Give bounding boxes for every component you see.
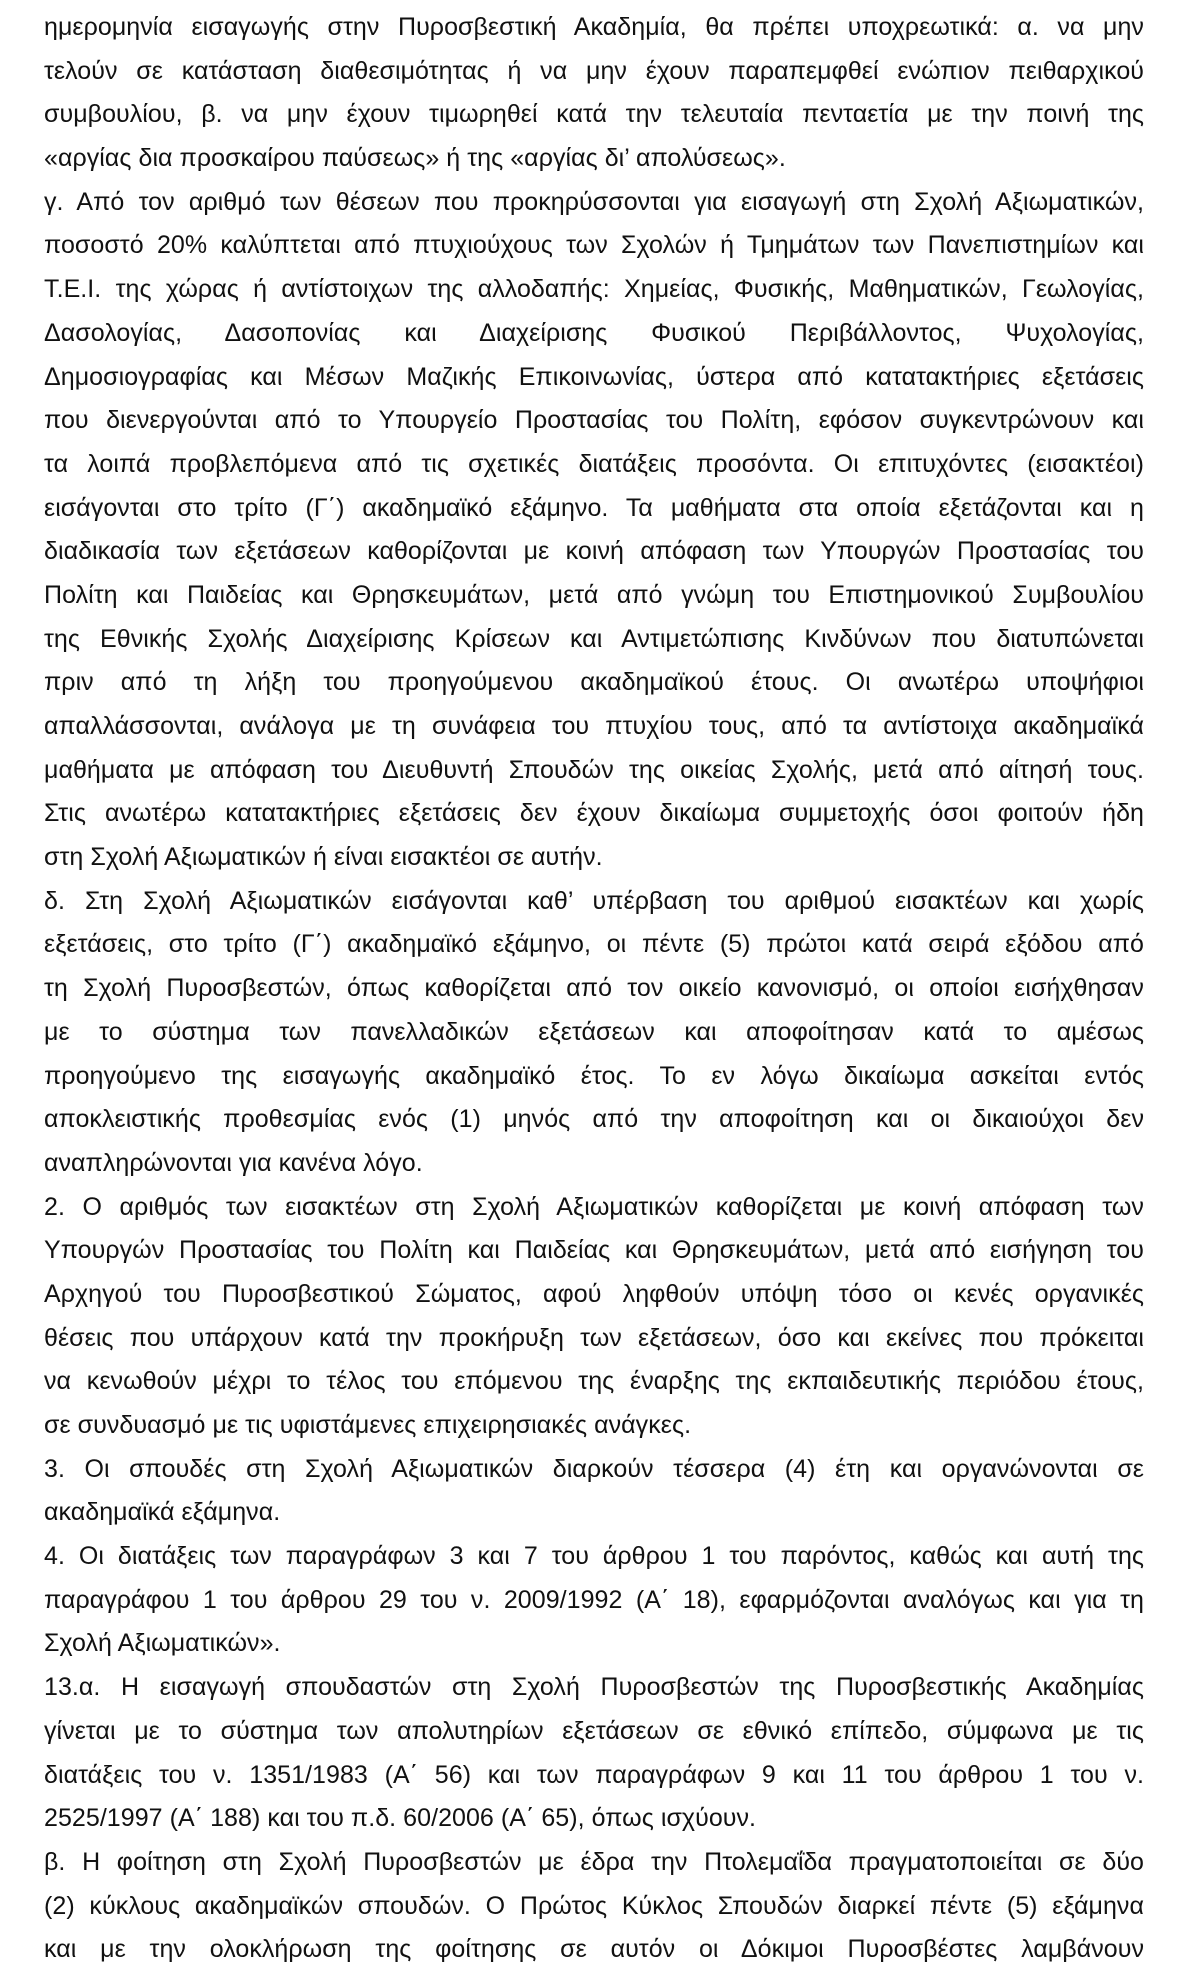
text-line: τη Σχολή Πυροσβεστών, όπως καθορίζεται από τον οικείο κανονισμό, οι οποίοι εισήχθησαν	[44, 974, 1144, 1003]
text-line: πριν από τη λήξη του προηγούμενου ακαδημαϊκού έτους. Οι ανωτέρω υποψήφιοι	[44, 668, 1144, 697]
text-line: Δασολογίας, Δασοπονίας και Διαχείρισης Φυσικού Περιβάλλοντος, Ψυχολογίας,	[44, 318, 1144, 347]
text-line: 2. Ο αριθμός των εισακτέων στη Σχολή Αξιωματικών καθορίζεται με κοινή απόφαση των	[44, 1192, 1144, 1221]
text-line: συμβουλίου, β. να μην έχουν τιμωρηθεί κατά την τελευταία πενταετία με την ποινή της	[44, 100, 1144, 129]
text-line: παραγράφου 1 του άρθρου 29 του ν. 2009/1992 (Α΄ 18), εφαρμόζονται αναλόγως και για τη	[44, 1585, 1144, 1614]
text-line: Σχολή Αξιωματικών».	[44, 1629, 281, 1658]
text-line: Υπουργών Προστασίας του Πολίτη και Παιδείας και Θρησκευμάτων, μετά από εισήγηση του	[44, 1236, 1144, 1265]
text-line: ημερομηνία εισαγωγής στην Πυροσβεστική Ακαδημία, θα πρέπει υποχρεωτικά: α. να μην	[44, 13, 1144, 41]
text-line: β. Η φοίτηση στη Σχολή Πυροσβεστών με έδρα την Πτολεμαΐδα πραγματοποιείται σε δύο	[44, 1847, 1144, 1876]
text-line: προηγούμενο της εισαγωγής ακαδημαϊκό έτος. Το εν λόγω δικαίωμα ασκείται εντός	[44, 1061, 1144, 1090]
text-line: ποσοστό 20% καλύπτεται από πτυχιούχους των Σχολών ή Τμημάτων των Πανεπιστημίων και	[44, 231, 1144, 260]
text-line: Δημοσιογραφίας και Μέσων Μαζικής Επικοινωνίας, ύστερα από κατατακτήριες εξετάσεις	[44, 362, 1144, 391]
text-line: τα λοιπά προβλεπόμενα από τις σχετικές διατάξεις προσόντα. Οι επιτυχόντες (εισακτέοι)	[44, 449, 1144, 478]
text-line: σε συνδυασμό με τις υφιστάμενες επιχειρησιακές ανάγκες.	[44, 1411, 692, 1439]
text-line: «αργίας δια προσκαίρου παύσεως» ή της «αργίας δι’ απολύσεως».	[44, 144, 786, 173]
text-line: να κενωθούν μέχρι το τέλος του επόμενου της έναρξης της εκπαιδευτικής περιόδου έτους,	[44, 1367, 1144, 1396]
text-line: εξετάσεις, στο τρίτο (Γ΄) ακαδημαϊκό εξάμηνο, οι πέντε (5) πρώτοι κατά σειρά εξόδου από	[44, 930, 1144, 959]
text-line: με το σύστημα των πανελλαδικών εξετάσεων και αποφοίτησαν κατά το αμέσως	[44, 1017, 1144, 1046]
text-line: 3. Οι σπουδές στη Σχολή Αξιωματικών διαρκούν τέσσερα (4) έτη και οργανώνονται σε	[44, 1454, 1144, 1483]
text-line: 13.α. Η εισαγωγή σπουδαστών στη Σχολή Πυροσβεστών της Πυροσβεστικής Ακαδημίας	[44, 1673, 1144, 1702]
text-line: μαθήματα με απόφαση του Διευθυντή Σπουδών της οικείας Σχολής, μετά από αίτησή τους.	[44, 755, 1144, 784]
text-line: τελούν σε κατάσταση διαθεσιμότητας ή να μην έχουν παραπεμφθεί ενώπιον πειθαρχικού	[44, 56, 1144, 85]
text-line: αναπληρώνονται για κανένα λόγο.	[44, 1148, 423, 1177]
text-line: Πολίτη και Παιδείας και Θρησκευμάτων, μετά από γνώμη του Επιστημονικού Συμβουλίου	[44, 580, 1144, 609]
text-line: γ. Από τον αριθμό των θέσεων που προκηρύσσονται για εισαγωγή στη Σχολή Αξιωματικών,	[44, 187, 1144, 216]
text-line: 2525/1997 (Α΄ 188) και του π.δ. 60/2006 (Α΄ 65), όπως ισχύουν.	[44, 1804, 757, 1833]
text-line: (2) κύκλους ακαδημαϊκών σπουδών. Ο Πρώτος Κύκλος Σπουδών διαρκεί πέντε (5) εξάμηνα	[44, 1891, 1144, 1920]
text-line: και με την ολοκλήρωση της φοίτησης σε αυτόν οι Δόκιμοι Πυροσβέστες λαμβάνουν	[44, 1935, 1144, 1964]
text-line: στη Σχολή Αξιωματικών ή είναι εισακτέοι σε αυτήν.	[44, 843, 603, 872]
text-line: Τ.Ε.Ι. της χώρας ή αντίστοιχων της αλλοδαπής: Χημείας, Φυσικής, Μαθηματικών, Γεωλογίας,	[44, 275, 1144, 304]
text-line: δ. Στη Σχολή Αξιωματικών εισάγονται καθ’ υπέρβαση του αριθμού εισακτέων και χωρίς	[44, 886, 1144, 915]
text-line: διατάξεις του ν. 1351/1983 (Α΄ 56) και των παραγράφων 9 και 11 του άρθρου 1 του ν.	[44, 1760, 1144, 1789]
text-line: Στις ανωτέρω κατατακτήριες εξετάσεις δεν έχουν δικαίωμα συμμετοχής όσοι φοιτούν ήδη	[44, 799, 1144, 828]
text-line: Αρχηγού του Πυροσβεστικού Σώματος, αφού ληφθούν υπόψη τόσο οι κενές οργανικές	[44, 1279, 1144, 1308]
text-line: 4. Οι διατάξεις των παραγράφων 3 και 7 του άρθρου 1 του παρόντος, καθώς και αυτή της	[44, 1542, 1144, 1571]
text-line: ακαδημαϊκά εξάμηνα.	[44, 1498, 281, 1527]
text-line: απαλλάσσονται, ανάλογα με τη συνάφεια του πτυχίου τους, από τα αντίστοιχα ακαδημαϊκά	[44, 712, 1144, 740]
text-line: αποκλειστικής προθεσμίας ενός (1) μηνός από την αποφοίτηση και οι δικαιούχοι δεν	[44, 1105, 1144, 1134]
text-line: της Εθνικής Σχολής Διαχείρισης Κρίσεων και Αντιμετώπισης Κινδύνων που διατυπώνεται	[44, 624, 1144, 653]
text-line: που διενεργούνται από το Υπουργείο Προστασίας του Πολίτη, εφόσον συγκεντρώνουν και	[44, 406, 1144, 435]
text-line: διαδικασία των εξετάσεων καθορίζονται με κοινή απόφαση των Υπουργών Προστασίας του	[44, 537, 1144, 566]
text-line: θέσεις που υπάρχουν κατά την προκήρυξη των εξετάσεων, όσο και εκείνες που πρόκειται	[44, 1323, 1144, 1352]
text-line: γίνεται με το σύστημα των απολυτηρίων εξετάσεων σε εθνικό επίπεδο, σύμφωνα με τις	[44, 1716, 1144, 1745]
document-body-text	[44, 6, 1144, 1972]
text-line: εισάγονται στο τρίτο (Γ΄) ακαδημαϊκό εξάμηνο. Τα μαθήματα στα οποία εξετάζονται και η	[44, 493, 1144, 522]
